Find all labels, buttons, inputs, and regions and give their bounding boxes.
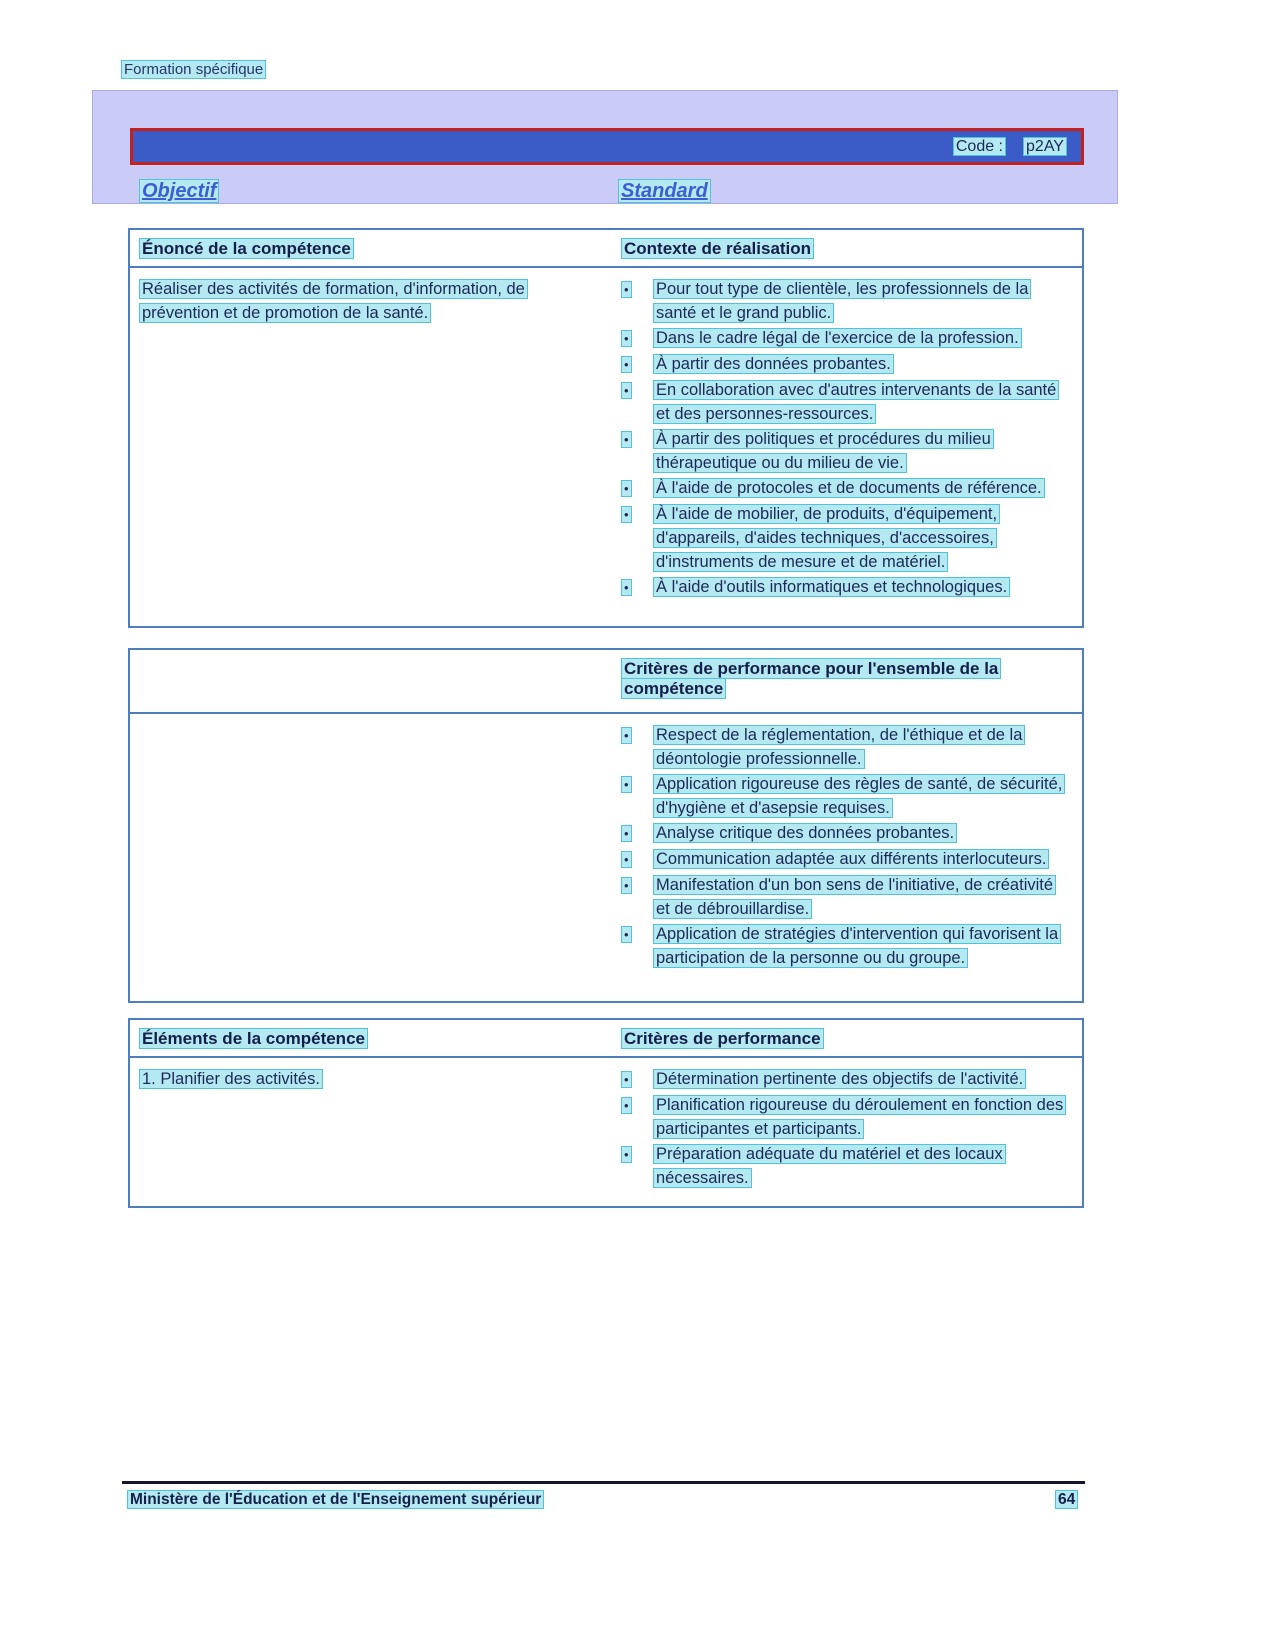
bullet-text: Respect de la réglementation, de l'éthique et de la déontologie professionnelle. bbox=[656, 726, 1023, 768]
bullet-text: Dans le cadre légal de l'exercice de la profession. bbox=[656, 329, 1019, 347]
bullet-text: Planification rigoureuse du déroulement en fonction des participantes et participants. bbox=[656, 1096, 1064, 1138]
table3-header-left bbox=[130, 1020, 616, 1056]
bullet-item bbox=[622, 277, 1068, 325]
bullet-item bbox=[622, 873, 1068, 921]
bullet-text: À l'aide de mobilier, de produits, d'équipement, d'appareils, d'aides techniques, d'accessoires, d'instruments de mesure et de matériel. bbox=[656, 505, 998, 571]
table1-body-row bbox=[130, 268, 1082, 611]
bullet-text-col bbox=[654, 772, 1068, 820]
table3-header-left-text: Éléments de la compétence bbox=[142, 1029, 365, 1048]
bullet-item bbox=[622, 1142, 1068, 1190]
table1-header-row bbox=[130, 230, 1082, 268]
bullet-icon: • bbox=[624, 1098, 629, 1113]
bullet-col bbox=[622, 1142, 654, 1190]
bullet-icon: • bbox=[624, 927, 629, 942]
bullet-icon: • bbox=[624, 777, 629, 792]
bullet-icon: • bbox=[624, 331, 629, 346]
table2-header-right bbox=[616, 650, 1082, 712]
table1-header-right-text: Contexte de réalisation bbox=[624, 239, 812, 258]
footer-page-number bbox=[1056, 1491, 1077, 1509]
overall-criteria-bullet-list bbox=[622, 723, 1068, 970]
bullet-text-col bbox=[654, 277, 1068, 325]
bullet-item bbox=[622, 821, 1068, 846]
bullet-text-col bbox=[654, 847, 1068, 872]
objectif-heading-text: Objectif bbox=[142, 180, 217, 202]
bullet-icon: • bbox=[624, 357, 629, 372]
bullet-text: À l'aide de protocoles et de documents de référence. bbox=[656, 479, 1042, 497]
bullet-icon: • bbox=[624, 282, 629, 297]
bullet-text: À partir des données probantes. bbox=[656, 355, 891, 373]
bullet-col bbox=[622, 847, 654, 872]
context-bullet-list bbox=[622, 277, 1068, 600]
bullet-icon: • bbox=[624, 728, 629, 743]
bullet-col bbox=[622, 352, 654, 377]
bullet-col bbox=[622, 1067, 654, 1092]
bullet-col bbox=[622, 873, 654, 921]
table3-header-right bbox=[616, 1020, 1082, 1056]
bullet-text: En collaboration avec d'autres intervenants de la santé et des personnes-ressources. bbox=[656, 381, 1057, 423]
bullet-text-col bbox=[654, 723, 1068, 771]
objectif-heading bbox=[140, 180, 218, 203]
title-banner bbox=[130, 128, 1084, 165]
bullet-text-col bbox=[654, 873, 1068, 921]
bullet-text: À l'aide d'outils informatiques et technologiques. bbox=[656, 578, 1008, 596]
bullet-text-col bbox=[654, 378, 1068, 426]
bullet-icon: • bbox=[624, 826, 629, 841]
table3-left-cell bbox=[130, 1058, 616, 1201]
elements-criteria-table bbox=[128, 1018, 1084, 1208]
bullet-icon: • bbox=[624, 481, 629, 496]
bullet-col bbox=[622, 575, 654, 600]
bullet-icon: • bbox=[624, 1072, 629, 1087]
bullet-text-col bbox=[654, 821, 1068, 846]
footer-divider bbox=[122, 1481, 1085, 1484]
code-value-text: p2AY bbox=[1026, 137, 1064, 155]
bullet-icon: • bbox=[624, 580, 629, 595]
code-label-text: Code : bbox=[955, 137, 1003, 155]
bullet-text-col bbox=[654, 1093, 1068, 1141]
bullet-icon: • bbox=[624, 1147, 629, 1162]
table2-header-row bbox=[130, 650, 1082, 714]
bullet-text: Préparation adéquate du matériel et des locaux nécessaires. bbox=[656, 1145, 1003, 1187]
bullet-item bbox=[622, 427, 1068, 475]
code-value bbox=[1019, 138, 1071, 156]
standard-heading bbox=[619, 180, 710, 203]
table2-body-row bbox=[130, 714, 1082, 981]
bullet-text: Communication adaptée aux différents interlocuteurs. bbox=[656, 850, 1047, 868]
footer-ministry-label bbox=[128, 1491, 543, 1509]
bullet-item bbox=[622, 502, 1068, 574]
bullet-item bbox=[622, 1067, 1068, 1092]
bullet-text-col bbox=[654, 352, 1068, 377]
bullet-text: À partir des politiques et procédures du milieu thérapeutique ou du milieu de vie. bbox=[656, 430, 991, 472]
table2-header-left bbox=[130, 650, 616, 712]
bullet-text: Manifestation d'un bon sens de l'initiative, de créativité et de débrouillardise. bbox=[656, 876, 1054, 918]
bullet-item bbox=[622, 723, 1068, 771]
table1-left-cell bbox=[130, 268, 616, 611]
bullet-col bbox=[622, 277, 654, 325]
bullet-text-col bbox=[654, 476, 1068, 501]
table1-header-right bbox=[616, 230, 1082, 266]
bullet-icon: • bbox=[624, 432, 629, 447]
bullet-col bbox=[622, 922, 654, 970]
bullet-col bbox=[622, 821, 654, 846]
bullet-text-col bbox=[654, 922, 1068, 970]
table2-header-right-text: Critères de performance pour l'ensemble de la compétence bbox=[624, 659, 999, 698]
bullet-item bbox=[622, 847, 1068, 872]
bullet-text: Application rigoureuse des règles de santé, de sécurité, d'hygiène et d'asepsie requises. bbox=[656, 775, 1063, 817]
bullet-col bbox=[622, 772, 654, 820]
footer-page-number-text: 64 bbox=[1058, 1491, 1076, 1508]
bullet-text-col bbox=[654, 427, 1068, 475]
bullet-icon: • bbox=[624, 507, 629, 522]
table3-right-cell bbox=[616, 1058, 1082, 1201]
table1-header-left-text: Énoncé de la compétence bbox=[142, 239, 351, 258]
table1-header-left bbox=[130, 230, 616, 266]
element-criteria-bullet-list bbox=[622, 1067, 1068, 1190]
bullet-item bbox=[622, 476, 1068, 501]
bullet-text-col bbox=[654, 1067, 1068, 1092]
bullet-col bbox=[622, 723, 654, 771]
competence-statement-table bbox=[128, 228, 1084, 628]
bullet-item bbox=[622, 922, 1068, 970]
bullet-item bbox=[622, 352, 1068, 377]
bullet-text-col bbox=[654, 502, 1068, 574]
bullet-col bbox=[622, 378, 654, 426]
table3-body-row bbox=[130, 1058, 1082, 1201]
footer-ministry-text: Ministère de l'Éducation et de l'Enseignement supérieur bbox=[130, 1491, 542, 1508]
bullet-col bbox=[622, 502, 654, 574]
bullet-item bbox=[622, 1093, 1068, 1141]
standard-heading-text: Standard bbox=[621, 180, 708, 202]
bullet-col bbox=[622, 476, 654, 501]
bullet-icon: • bbox=[624, 383, 629, 398]
formation-specifique-label bbox=[122, 61, 265, 78]
table3-header-row bbox=[130, 1020, 1082, 1058]
bullet-icon: • bbox=[624, 878, 629, 893]
bullet-icon: • bbox=[624, 852, 629, 867]
bullet-item bbox=[622, 772, 1068, 820]
bullet-item bbox=[622, 326, 1068, 351]
bullet-text: Détermination pertinente des objectifs de l'activité. bbox=[656, 1070, 1024, 1088]
bullet-text-col bbox=[654, 1142, 1068, 1190]
bullet-text: Application de stratégies d'intervention qui favorisent la participation de la personne ou du groupe. bbox=[656, 925, 1059, 967]
bullet-text-col bbox=[654, 575, 1068, 600]
formation-specifique-text: Formation spécifique bbox=[124, 61, 264, 78]
table2-left-cell bbox=[130, 714, 616, 981]
bullet-col bbox=[622, 1093, 654, 1141]
table1-right-cell bbox=[616, 268, 1082, 611]
bullet-item bbox=[622, 378, 1068, 426]
table2-right-cell bbox=[616, 714, 1082, 981]
table3-header-right-text: Critères de performance bbox=[624, 1029, 821, 1048]
overall-criteria-table bbox=[128, 648, 1084, 1003]
bullet-text-col bbox=[654, 326, 1068, 351]
bullet-text: Pour tout type de clientèle, les professionnels de la santé et le grand public. bbox=[656, 280, 1029, 322]
competence-statement-text: Réaliser des activités de formation, d'information, de prévention et de promotion de la santé. bbox=[142, 280, 525, 322]
code-label bbox=[954, 138, 1005, 156]
bullet-item bbox=[622, 575, 1068, 600]
bullet-col bbox=[622, 427, 654, 475]
bullet-col bbox=[622, 326, 654, 351]
element-1-text: 1. Planifier des activités. bbox=[142, 1070, 320, 1088]
bullet-text: Analyse critique des données probantes. bbox=[656, 824, 955, 842]
